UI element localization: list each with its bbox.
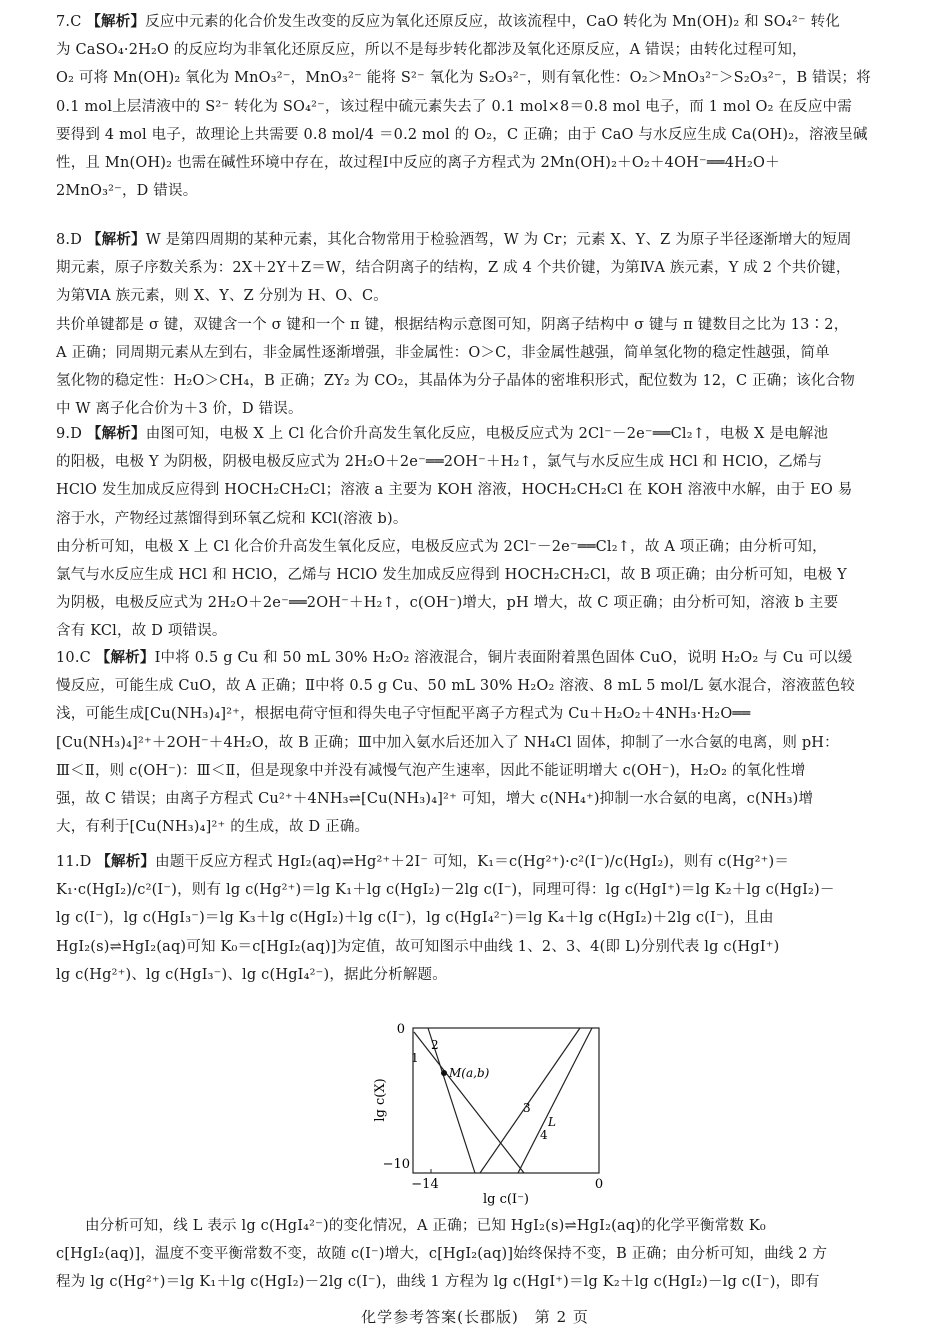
x-axis-label: lg c(I⁻)	[482, 1192, 530, 1207]
q8-explanation	[56, 226, 908, 423]
q11-line: lg c(I⁻)，lg c(HgI₃⁻)＝lg K₃＋lg c(HgI₂)＋lg c(I⁻)，lg c(HgI₄²⁻)＝lg K₄＋lg c(HgI₂)＋2lg c(I⁻)，且由	[56, 910, 774, 927]
q8-line: 中 W 离子化合价为＋3 价，D 错误。	[56, 401, 303, 418]
y-axis-label: lg c(X)	[373, 1078, 388, 1122]
x-tick-label-right: 0	[594, 1177, 604, 1192]
q11-analysis-tag: 【解析】	[96, 854, 156, 870]
q8-number: 8.D	[56, 232, 83, 248]
q8-analysis-tag: 【解析】	[86, 232, 146, 248]
q10-line: Ⅲ＜Ⅱ，则 c(OH⁻)：Ⅲ＜Ⅱ，但是现象中并没有减慢气泡产生速率，因此不能证明增大 c(OH⁻)，H₂O₂ 的氧化性增	[56, 762, 806, 779]
q11-conclusion-line: 程为 lg c(Hg²⁺)＝lg K₁＋lg c(HgI₂)－2lg c(I⁻)，曲线 1 方程为 lg c(HgI⁺)＝lg K₂＋lg c(HgI₂)－lg c(I⁻)，即有	[56, 1274, 820, 1291]
y-tick-label-top: 0	[396, 1022, 405, 1037]
q8-line: 期元素，原子序数关系为：2X＋2Y＋Z＝W，结合阴离子的结构，Z 成 4 个共价键，为第ⅣA 族元素，Y 成 2 个共价键，	[56, 260, 851, 277]
page-footer: 化学参考答案(长郡版) 第 2 页	[361, 1308, 589, 1326]
q9-line: 氯气与水反应生成 HCl 和 HClO，乙烯与 HClO 发生加成反应得到 HOCH₂CH₂Cl，故 B 项正确；由分析可知，电极 Y	[56, 567, 847, 584]
q8-line: 为第ⅥA 族元素，则 X、Y、Z 分别为 H、O、C。	[56, 288, 388, 305]
q10-line: 大，有利于[Cu(NH₃)₄]²⁺ 的生成，故 D 正确。	[56, 819, 370, 836]
q9-analysis-tag: 【解析】	[86, 426, 146, 442]
q8-line: 氢化物的稳定性：H₂O＞CH₄，B 正确；ZY₂ 为 CO₂，其晶体为分子晶体的密堆积形式，配位数为 12，C 正确；该化合物	[56, 373, 855, 390]
curve-2-label: 2	[431, 1038, 439, 1052]
q9-line: HClO 发生加成反应得到 HOCH₂CH₂Cl；溶液 a 主要为 KOH 溶液，HOCH₂CH₂Cl 在 KOH 溶液中水解，由于 EO 易	[56, 482, 853, 499]
q7-line: 0.1 mol上层清液中的 S²⁻ 转化为 SO₄²⁻，该过程中硫元素失去了 0.1 mol×8＝0.8 mol 电子，而 1 mol O₂ 在反应中需	[56, 98, 852, 115]
q7-line: 性，且 Mn(OH)₂ 也需在碱性环境中存在，故过程Ⅰ中反应的离子方程式为 2Mn(OH)₂＋O₂＋4OH⁻══4H₂O＋	[56, 155, 780, 172]
q7-number: 7.C	[56, 14, 82, 30]
q11-line: lg c(Hg²⁺)、lg c(HgI₃⁻)、lg c(HgI₄²⁻)，据此分析解题。	[56, 966, 447, 983]
q9-line: 溶于水，产物经过蒸馏得到环氧乙烷和 KCl(溶液 b)。	[56, 510, 408, 527]
q10-line: 强，故 C 错误；由离子方程式 Cu²⁺＋4NH₃⇌[Cu(NH₃)₄]²⁺ 可知，增大 c(NH₄⁺)抑制一水合氨的电离，c(NH₃)增	[56, 791, 814, 808]
q7-line: 要得到 4 mol 电子，故理论上共需要 0.8 mol/4 ＝0.2 mol 的 O₂，C 正确；由于 CaO 与水反应生成 Ca(OH)₂，溶液呈碱	[56, 126, 868, 143]
q10-line: Ⅰ中将 0.5 g Cu 和 50 mL 30% H₂O₂ 溶液混合，铜片表面附着黑色固体 CuO，说明 H₂O₂ 与 Cu 可以缓	[154, 650, 853, 666]
q10-line: [Cu(NH₃)₄]²⁺＋2OH⁻＋4H₂O，故 B 正确；Ⅲ中加入氨水后还加入了 NH₄Cl 固体，抑制了一水合氨的电离，则 pH：	[56, 734, 839, 751]
curve-3-label: 3	[523, 1101, 531, 1115]
q9-line: 为阴极，电极反应式为 2H₂O＋2e⁻══2OH⁻＋H₂↑，c(OH⁻)增大，pH 增大，故 C 项正确；由分析可知，溶液 b 主要	[56, 595, 839, 612]
q11-conclusion-line: c[HgI₂(aq)]，温度不变平衡常数不变，故随 c(I⁻)增大，c[HgI₂(aq)]始终保持不变，B 正确；由分析可知，曲线 2 方	[56, 1246, 828, 1263]
q9-number: 9.D	[56, 426, 83, 442]
point-m	[441, 1070, 447, 1076]
y-tick-label-bottom: −10	[382, 1157, 410, 1172]
q9-line: 由分析可知，电极 X 上 Cl 化合价升高发生氧化反应，电极反应式为 2Cl⁻－2e⁻══Cl₂↑，故 A 项正确；由分析可知，	[56, 538, 827, 555]
q11-line: 由题干反应方程式 HgI₂(aq)⇌Hg²⁺＋2I⁻ 可知，K₁＝c(Hg²⁺)·c²(I⁻)/c(HgI₂)，则有 c(Hg²⁺)＝	[155, 854, 790, 870]
q8-line: A 正确；同周期元素从左到右，非金属性逐渐增强，非金属性：O＞C，非金属性越强，简单氢化物的稳定性越强，简单	[56, 344, 830, 361]
q8-line: W 是第四周期的某种元素，其化合物常用于检验酒驾，W 为 Cr；元素 X、Y、Z 为原子半径逐渐增大的短周	[145, 232, 852, 248]
q9-explanation	[56, 420, 908, 646]
q7-explanation	[56, 8, 908, 205]
q10-explanation	[56, 644, 908, 841]
q9-line: 由图可知，电极 X 上 Cl 化合价升高发生氧化反应，电极反应式为 2Cl⁻－2e⁻══Cl₂↑，电极 X 是电解池	[145, 426, 829, 442]
q10-analysis-tag: 【解析】	[95, 650, 155, 666]
q11-line: K₁·c(HgI₂)/c²(I⁻)，则有 lg c(Hg²⁺)＝lg K₁＋lg c(HgI₂)－2lg c(I⁻)，同理可得：lg c(HgI⁺)＝lg K₂＋lg c(HgI₂)－	[56, 882, 835, 899]
q9-line: 含有 KCl，故 D 项错误。	[56, 623, 227, 640]
q7-line: 反应中元素的化合价发生改变的反应为氧化还原反应，故该流程中，CaO 转化为 Mn(OH)₂ 和 SO₄²⁻ 转化	[145, 14, 840, 30]
q11-number: 11.D	[56, 854, 92, 870]
q10-line: 浅，可能生成[Cu(NH₃)₄]²⁺，根据电荷守恒和得失电子守恒配平离子方程式为 Cu＋H₂O₂＋4NH₃·H₂O══	[56, 706, 751, 723]
q11-conclusion	[56, 1212, 908, 1297]
plot-frame	[413, 1028, 599, 1173]
q10-number: 10.C	[56, 650, 91, 666]
q10-line: 慢反应，可能生成 CuO，故 A 正确；Ⅱ中将 0.5 g Cu、50 mL 30% H₂O₂ 溶液、8 mL 5 mol/L 氨水混合，溶液蓝色较	[56, 678, 855, 695]
q9-line: 的阳极，电极 Y 为阴极，阴极电极反应式为 2H₂O＋2e⁻══2OH⁻＋H₂↑，氯气与水反应生成 HCl 和 HClO，乙烯与	[56, 454, 823, 471]
curve-L-label: L	[548, 1115, 556, 1129]
x-tick-label-left: −14	[411, 1177, 439, 1192]
point-m-label: M(a,b)	[449, 1066, 490, 1080]
q11-conclusion-line: 由分析可知，线 L 表示 lg c(HgI₄²⁻)的变化情况，A 正确；已知 HgI₂(s)⇌HgI₂(aq)的化学平衡常数 K₀	[85, 1218, 766, 1234]
curve-4-label: 4	[540, 1128, 548, 1142]
q7-line: 2MnO₃²⁻，D 错误。	[56, 183, 198, 200]
q11-explanation	[56, 848, 908, 989]
q7-line: 为 CaSO₄·2H₂O 的反应均为非氧化还原反应，所以不是每步转化都涉及氧化还原反应，A 错误；由转化过程可知，	[56, 42, 807, 59]
q7-line: O₂ 可将 Mn(OH)₂ 氧化为 MnO₃²⁻，MnO₃²⁻ 能将 S²⁻ 氧化为 S₂O₃²⁻，则有氧化性：O₂＞MnO₃²⁻＞S₂O₃²⁻，B 错误；将	[56, 70, 871, 87]
q11-line: HgI₂(s)⇌HgI₂(aq)可知 K₀＝c[HgI₂(aq)]为定值，故可知图示中曲线 1、2、3、4(即 L)分别代表 lg c(HgI⁺)	[56, 938, 780, 955]
q7-analysis-tag: 【解析】	[86, 14, 146, 30]
hgi2-distribution-figure	[370, 1018, 620, 1207]
q8-line: 共价单键都是 σ 键，双键含一个 σ 键和一个 π 键，根据结构示意图可知，阴离子结构中 σ 键与 π 键数目之比为 13∶2，	[56, 316, 849, 333]
curve-1	[414, 1032, 524, 1173]
curve-1-label: 1	[411, 1051, 419, 1065]
